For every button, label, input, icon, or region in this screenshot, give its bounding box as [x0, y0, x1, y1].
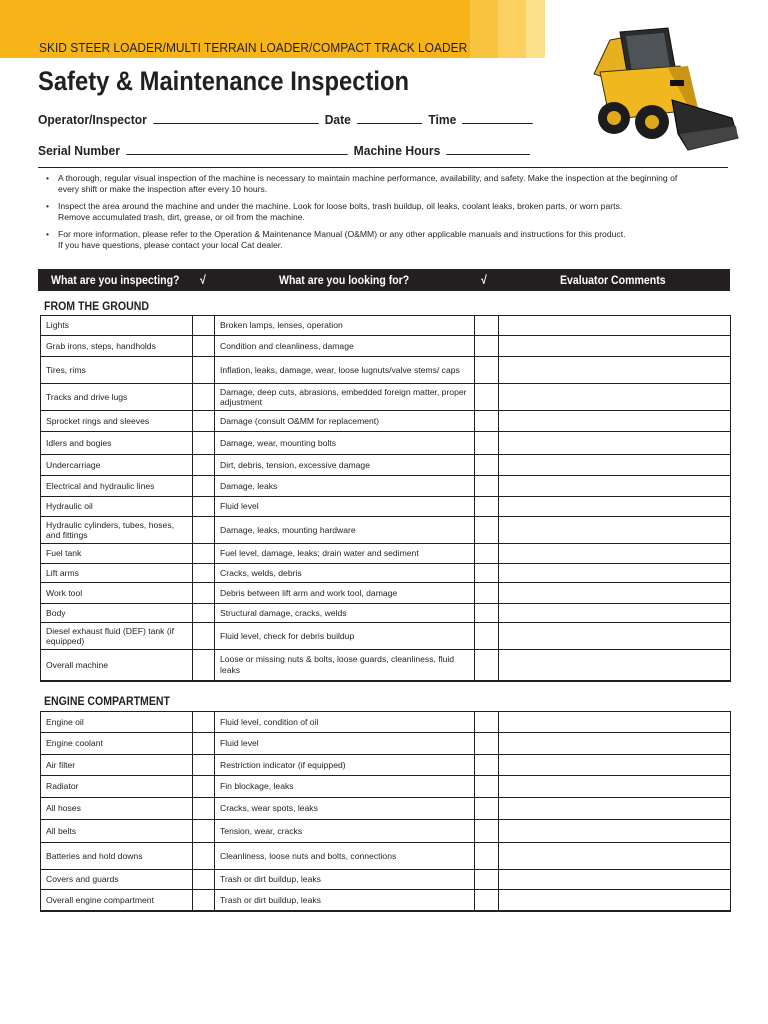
- table-row: [41, 476, 731, 497]
- inspection-item: Work tool: [41, 583, 193, 604]
- criteria-checkbox[interactable]: [475, 564, 499, 583]
- criteria-checkbox[interactable]: [475, 870, 499, 890]
- serial-number-label: Serial Number: [38, 143, 120, 158]
- evaluator-comment-field[interactable]: [499, 357, 731, 384]
- criteria-checkbox[interactable]: [475, 776, 499, 798]
- criteria-checkbox[interactable]: [475, 650, 499, 681]
- table-row: [41, 564, 731, 583]
- inspection-criteria: Structural damage, cracks, welds: [215, 604, 475, 623]
- item-checkbox[interactable]: [193, 564, 215, 583]
- inspection-criteria: Inflation, leaks, damage, wear, loose lugnuts/valve stems/ caps: [215, 357, 475, 384]
- criteria-checkbox[interactable]: [475, 733, 499, 755]
- inspection-item: Lights: [41, 316, 193, 336]
- band-stripe: [498, 0, 526, 58]
- table-header: [38, 269, 730, 291]
- table-row: [41, 798, 731, 820]
- inspection-item: Sprocket rings and sleeves: [41, 411, 193, 432]
- evaluator-comment-field[interactable]: [499, 432, 731, 455]
- header-comments: Evaluator Comments: [560, 273, 666, 287]
- inspection-criteria: Damage, leaks: [215, 476, 475, 497]
- criteria-checkbox[interactable]: [475, 843, 499, 870]
- table-row: [41, 820, 731, 843]
- table-row: [41, 604, 731, 623]
- item-checkbox[interactable]: [193, 432, 215, 455]
- band-stripe: [470, 0, 498, 58]
- criteria-checkbox[interactable]: [475, 623, 499, 650]
- evaluator-comment-field[interactable]: [499, 384, 731, 411]
- evaluator-comment-field[interactable]: [499, 843, 731, 870]
- inspection-criteria: Cracks, wear spots, leaks: [215, 798, 475, 820]
- operator-label: Operator/Inspector: [38, 112, 147, 127]
- table-row: [41, 544, 731, 564]
- inspection-item: All belts: [41, 820, 193, 843]
- section-title-engine: ENGINE COMPARTMENT: [44, 694, 170, 708]
- inspection-criteria: Cleanliness, loose nuts and bolts, connections: [215, 843, 475, 870]
- item-checkbox[interactable]: [193, 455, 215, 476]
- inspection-criteria: Fluid level: [215, 497, 475, 517]
- evaluator-comment-field[interactable]: [499, 476, 731, 497]
- evaluator-comment-field[interactable]: [499, 712, 731, 733]
- inspection-item: Engine coolant: [41, 733, 193, 755]
- item-checkbox[interactable]: [193, 316, 215, 336]
- inspection-item: Air filter: [41, 755, 193, 776]
- inspection-table-ground: [40, 315, 731, 682]
- evaluator-comment-field[interactable]: [499, 650, 731, 681]
- instruction-text: Remove accumulated trash, dirt, grease, or oil from the machine.: [58, 211, 305, 222]
- item-checkbox[interactable]: [193, 544, 215, 564]
- criteria-checkbox[interactable]: [475, 455, 499, 476]
- inspection-criteria: Damage, leaks, mounting hardware: [215, 517, 475, 544]
- band-stripe: [526, 0, 545, 58]
- criteria-checkbox[interactable]: [475, 798, 499, 820]
- inspection-item: Covers and guards: [41, 870, 193, 890]
- inspection-item: Tires, rims: [41, 357, 193, 384]
- evaluator-comment-field[interactable]: [499, 316, 731, 336]
- table-row: [41, 517, 731, 544]
- inspection-item: Electrical and hydraulic lines: [41, 476, 193, 497]
- evaluator-comment-field[interactable]: [499, 733, 731, 755]
- page-title: Safety & Maintenance Inspection: [38, 66, 410, 96]
- instruction-item: [46, 229, 726, 250]
- item-checkbox[interactable]: [193, 733, 215, 755]
- inspection-criteria: Damage, deep cuts, abrasions, embedded foreign matter, proper adjustment: [215, 384, 475, 411]
- criteria-checkbox[interactable]: [475, 316, 499, 336]
- evaluator-comment-field[interactable]: [499, 755, 731, 776]
- inspection-criteria: Fuel level, damage, leaks; drain water and sediment: [215, 544, 475, 564]
- inspection-criteria: Cracks, welds, debris: [215, 564, 475, 583]
- inspection-item: Diesel exhaust fluid (DEF) tank (if equipped): [41, 623, 193, 650]
- evaluator-comment-field[interactable]: [499, 517, 731, 544]
- evaluator-comment-field[interactable]: [499, 820, 731, 843]
- header-looking: What are you looking for?: [279, 273, 410, 287]
- item-checkbox[interactable]: [193, 820, 215, 843]
- criteria-checkbox[interactable]: [475, 712, 499, 733]
- date-input[interactable]: [357, 112, 422, 124]
- table-row: [41, 455, 731, 476]
- item-checkbox[interactable]: [193, 336, 215, 357]
- inspection-item: Idlers and bogies: [41, 432, 193, 455]
- evaluator-comment-field[interactable]: [499, 455, 731, 476]
- item-checkbox[interactable]: [193, 623, 215, 650]
- machine-hours-label: Machine Hours: [353, 143, 441, 158]
- header-check-2: √: [481, 273, 487, 287]
- table-row: [41, 316, 731, 336]
- inspection-item: Overall engine compartment: [41, 890, 193, 911]
- instruction-item: [46, 201, 726, 222]
- inspection-criteria: Trash or dirt buildup, leaks: [215, 870, 475, 890]
- criteria-checkbox[interactable]: [475, 890, 499, 911]
- inspection-item: Radiator: [41, 776, 193, 798]
- inspection-criteria: Fluid level, condition of oil: [215, 712, 475, 733]
- item-checkbox[interactable]: [193, 712, 215, 733]
- date-label: Date: [324, 112, 351, 127]
- item-checkbox[interactable]: [193, 650, 215, 681]
- criteria-checkbox[interactable]: [475, 755, 499, 776]
- criteria-checkbox[interactable]: [475, 497, 499, 517]
- header-check-1: √: [200, 273, 206, 287]
- inspection-criteria: Loose or missing nuts & bolts, loose guards, cleanliness, fluid leaks: [215, 650, 475, 681]
- evaluator-comment-field[interactable]: [499, 564, 731, 583]
- inspection-criteria: Fin blockage, leaks: [215, 776, 475, 798]
- item-checkbox[interactable]: [193, 583, 215, 604]
- inspection-criteria: Fluid level, check for debris buildup: [215, 623, 475, 650]
- inspection-item: Hydraulic oil: [41, 497, 193, 517]
- serial-number-input[interactable]: [126, 143, 347, 155]
- item-checkbox[interactable]: [193, 798, 215, 820]
- criteria-checkbox[interactable]: [475, 544, 499, 564]
- instruction-text: every shift or make the inspection after every 10 hours.: [58, 183, 268, 194]
- inspection-criteria: Dirt, debris, tension, excessive damage: [215, 455, 475, 476]
- inspection-criteria: Trash or dirt buildup, leaks: [215, 890, 475, 911]
- item-checkbox[interactable]: [193, 890, 215, 911]
- time-input[interactable]: [463, 112, 534, 124]
- inspection-item: All hoses: [41, 798, 193, 820]
- inspection-criteria: Damage, wear, mounting bolts: [215, 432, 475, 455]
- inspection-item: Engine oil: [41, 712, 193, 733]
- header-inspecting: What are you inspecting?: [51, 273, 180, 287]
- instruction-text: For more information, please refer to the Operation & Maintenance Manual (O&MM) or any other applicable manuals and instructions for this product.: [58, 229, 626, 239]
- divider: [38, 167, 728, 168]
- inspection-item: Batteries and hold downs: [41, 843, 193, 870]
- instructions-list: [46, 173, 726, 257]
- inspection-criteria: Restriction indicator (if equipped): [215, 755, 475, 776]
- evaluator-comment-field[interactable]: [499, 336, 731, 357]
- inspection-item: Overall machine: [41, 650, 193, 681]
- item-checkbox[interactable]: [193, 357, 215, 384]
- inspection-item: Body: [41, 604, 193, 623]
- inspection-item: Hydraulic cylinders, tubes, hoses, and fittings: [41, 517, 193, 544]
- operator-date-time-row: [38, 112, 536, 127]
- table-row: [41, 890, 731, 911]
- criteria-checkbox[interactable]: [475, 820, 499, 843]
- inspection-item: Fuel tank: [41, 544, 193, 564]
- inspection-item: Tracks and drive lugs: [41, 384, 193, 411]
- evaluator-comment-field[interactable]: [499, 798, 731, 820]
- instruction-text: If you have questions, please contact your local Cat dealer.: [58, 239, 283, 250]
- instruction-text: A thorough, regular visual inspection of the machine is necessary to maintain machine performance, availability, and safety. Make the inspection at the beginning of: [58, 173, 678, 183]
- criteria-checkbox[interactable]: [475, 411, 499, 432]
- item-checkbox[interactable]: [193, 411, 215, 432]
- inspection-criteria: Debris between lift arm and work tool, damage: [215, 583, 475, 604]
- evaluator-comment-field[interactable]: [499, 544, 731, 564]
- table-row: [41, 411, 731, 432]
- item-checkbox[interactable]: [193, 497, 215, 517]
- table-row: [41, 712, 731, 733]
- evaluator-comment-field[interactable]: [499, 604, 731, 623]
- table-row: [41, 623, 731, 650]
- instruction-item: [46, 173, 726, 194]
- item-checkbox[interactable]: [193, 604, 215, 623]
- inspection-criteria: Broken lamps, lenses, operation: [215, 316, 475, 336]
- table-row: [41, 843, 731, 870]
- table-row: [41, 776, 731, 798]
- inspection-criteria: Damage (consult O&MM for replacement): [215, 411, 475, 432]
- evaluator-comment-field[interactable]: [499, 776, 731, 798]
- inspection-criteria: Fluid level: [215, 733, 475, 755]
- criteria-checkbox[interactable]: [475, 517, 499, 544]
- criteria-checkbox[interactable]: [475, 583, 499, 604]
- criteria-checkbox[interactable]: [475, 476, 499, 497]
- criteria-checkbox[interactable]: [475, 384, 499, 411]
- table-row: [41, 733, 731, 755]
- inspection-criteria: Condition and cleanliness, damage: [215, 336, 475, 357]
- evaluator-comment-field[interactable]: [499, 623, 731, 650]
- instruction-text: Inspect the area around the machine and under the machine. Look for loose bolts, trash buildup, oil leaks, coolant leaks, broken parts, or worn parts.: [58, 201, 623, 211]
- criteria-checkbox[interactable]: [475, 432, 499, 455]
- product-line-title: SKID STEER LOADER/MULTI TERRAIN LOADER/COMPACT TRACK LOADER: [39, 40, 468, 55]
- serial-hours-row: [38, 143, 533, 158]
- criteria-checkbox[interactable]: [475, 604, 499, 623]
- item-checkbox[interactable]: [193, 776, 215, 798]
- time-label: Time: [428, 112, 457, 127]
- table-row: [41, 384, 731, 411]
- inspection-table-engine: [40, 711, 731, 912]
- item-checkbox[interactable]: [193, 517, 215, 544]
- criteria-checkbox[interactable]: [475, 357, 499, 384]
- inspection-item: Lift arms: [41, 564, 193, 583]
- item-checkbox[interactable]: [193, 870, 215, 890]
- inspection-criteria: Tension, wear, cracks: [215, 820, 475, 843]
- item-checkbox[interactable]: [193, 384, 215, 411]
- criteria-checkbox[interactable]: [475, 336, 499, 357]
- table-row: [41, 357, 731, 384]
- evaluator-comment-field[interactable]: [499, 411, 731, 432]
- evaluator-comment-field[interactable]: [499, 890, 731, 911]
- machine-hours-input[interactable]: [446, 143, 530, 155]
- table-row: [41, 432, 731, 455]
- item-checkbox[interactable]: [193, 843, 215, 870]
- table-row: [41, 650, 731, 681]
- table-row: [41, 583, 731, 604]
- section-title-ground: FROM THE GROUND: [44, 299, 150, 313]
- inspection-item: Undercarriage: [41, 455, 193, 476]
- item-checkbox[interactable]: [193, 755, 215, 776]
- item-checkbox[interactable]: [193, 476, 215, 497]
- table-row: [41, 755, 731, 776]
- evaluator-comment-field[interactable]: [499, 497, 731, 517]
- evaluator-comment-field[interactable]: [499, 870, 731, 890]
- operator-input[interactable]: [153, 112, 319, 124]
- evaluator-comment-field[interactable]: [499, 583, 731, 604]
- skid-steer-loader-image: [580, 22, 740, 157]
- table-row: [41, 497, 731, 517]
- inspection-item: Grab irons, steps, handholds: [41, 336, 193, 357]
- table-row: [41, 336, 731, 357]
- table-row: [41, 870, 731, 890]
